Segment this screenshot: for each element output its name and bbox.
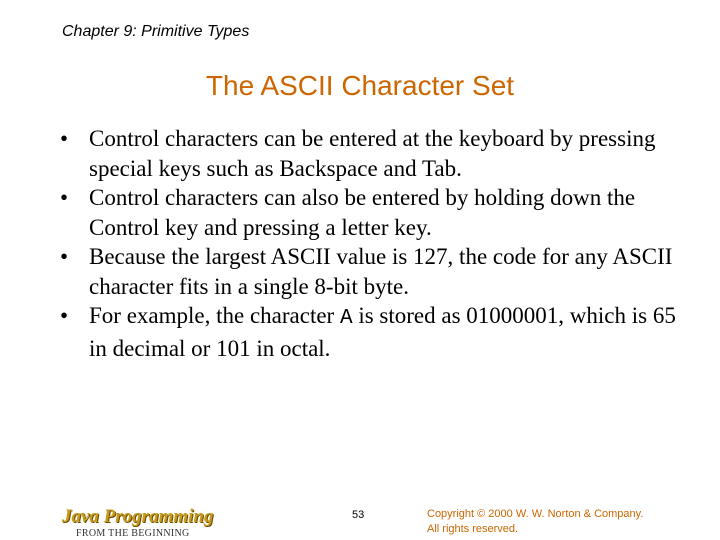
bullet-item [60, 183, 680, 242]
book-brand-logo: Java Programming [62, 506, 214, 527]
bullet-text: Control characters can also be entered by holding down the Control key and pressing a letter key. [89, 185, 636, 240]
page-number: 53 [352, 509, 365, 521]
bullet-text: Because the largest ASCII value is 127, the code for any ASCII character fits in a single 8-bit byte. [89, 244, 673, 299]
bullet-item [60, 301, 680, 363]
chapter-heading: Chapter 9: Primitive Types [62, 23, 250, 40]
rights-line: All rights reserved. [427, 522, 519, 535]
bullet-text-before: For example, the character [89, 303, 340, 328]
copyright-line: Copyright © 2000 W. W. Norton & Company. [427, 508, 644, 520]
bullet-item [60, 242, 680, 301]
book-brand-subtitle: FROM THE BEGINNING [76, 528, 190, 539]
copyright-notice [427, 507, 643, 536]
code-character: A [339, 307, 353, 330]
bullet-text-after: is stored as 01000001, which is 65 in decimal or 101 in octal. [89, 303, 676, 361]
bullet-list [60, 124, 680, 363]
slide-title: The ASCII Character Set [205, 70, 515, 101]
bullet-item [60, 124, 680, 183]
bullet-text: Control characters can be entered at the keyboard by pressing special keys such as Backspace and Tab. [89, 126, 656, 181]
